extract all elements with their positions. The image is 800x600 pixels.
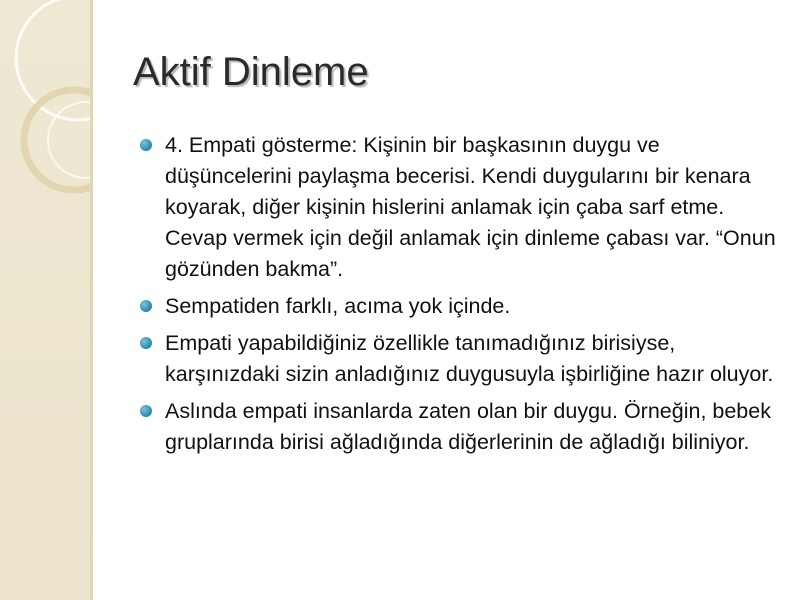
bullet-dot-icon <box>140 405 152 417</box>
slide-title: Aktif Dinleme <box>133 50 369 94</box>
bullet-item <box>140 130 780 285</box>
bullet-text: Aslında empati insanlarda zaten olan bir duygu. Örneğin, bebek gruplarında birisi ağladığında diğerlerinin de ağladığı biliniyor. <box>165 399 771 454</box>
bullet-dot-icon <box>140 300 152 312</box>
bullet-item <box>140 396 780 458</box>
bullet-list <box>140 130 780 464</box>
side-divider <box>90 0 93 600</box>
bullet-dot-icon <box>140 337 152 349</box>
bullet-text: Empati yapabildiğiniz özellikle tanımadığınız birisiyse, karşınızdaki sizin anladığınız duygusuyla işbirliğine hazır oluyor. <box>165 331 774 386</box>
bullet-text: Sempatiden farklı, acıma yok içinde. <box>165 294 511 318</box>
bullet-dot-icon <box>140 139 152 151</box>
decorative-side-band <box>0 0 90 600</box>
bullet-item <box>140 328 780 390</box>
bullet-item <box>140 291 780 322</box>
bullet-text: 4. Empati gösterme: Kişinin bir başkasının duygu ve düşüncelerini paylaşma becerisi. Kendi duygularını bir kenara koyarak, diğer kişinin hislerini anlamak için çaba sarf etme. Cevap vermek için değil anlamak için dinleme çabası var. “Onun gözünden bakma”. <box>165 133 776 281</box>
decorative-circles-graphic <box>0 0 90 600</box>
